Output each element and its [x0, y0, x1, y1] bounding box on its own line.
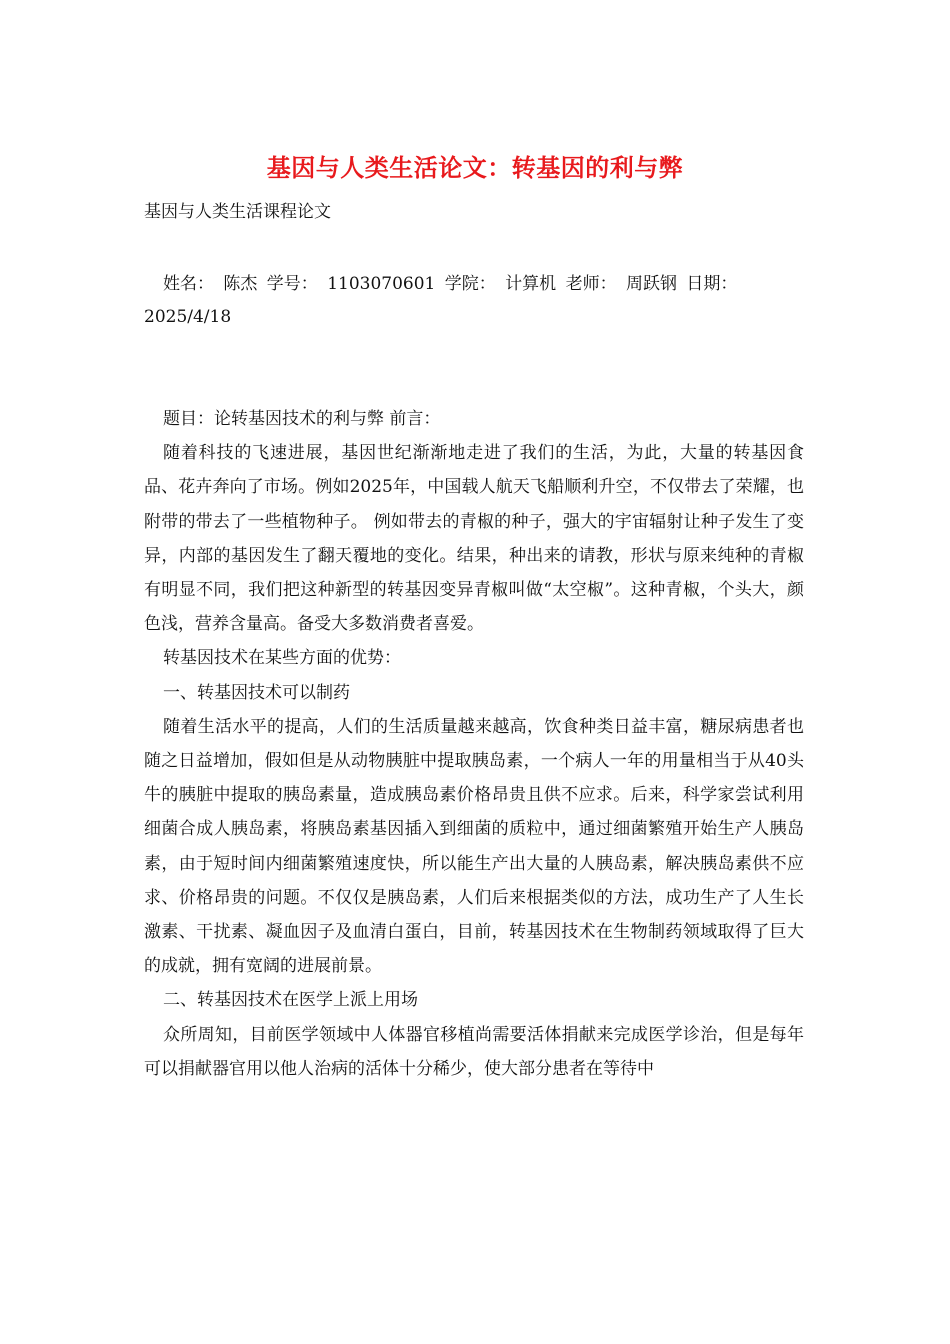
section-heading-1: 一、转基因技术可以制药 [163, 682, 350, 703]
intro-paragraph: 随着科技的飞速进展，基因世纪渐渐地走进了我们的生活，为此，大量的转基因食品、花卉奔向了市场。例如2025年，中国载人航天飞船顺利升空，不仅带去了荣耀，也附带的带去了一些植物种子。 例如带去的青椒的种子，强大的宇宙辐射让种子发生了变异，内部的基因发生了翻天覆地的变化。结果，种出来的请教，形状与原来纯种的青椒有明显不同，我们把这种新型的转基因变异青椒叫做“太空椒”。这种青椒，个头大，颜色浅，营养含量高。备受大多数消费者喜爱。 [144, 443, 804, 635]
body-text [144, 402, 804, 1086]
document-title: 基因与人类生活论文：转基因的利与弊 [266, 153, 684, 182]
topic-heading: 题目：论转基因技术的利与弊 前言： [163, 409, 441, 429]
advantages-heading: 转基因技术在某些方面的优势： [163, 648, 401, 669]
document-subtitle: 基因与人类生活课程论文 [144, 202, 331, 222]
section-paragraph-1: 随着生活水平的提高，人们的生活质量越来越高，饮食种类日益丰富，糖尿病患者也随之日益增加，假如但是从动物胰脏中提取胰岛素，一个病人一年的用量相当于从40头牛的胰脏中提取的胰岛素量，造成胰岛素价格昂贵且供不应求。后来，科学家尝试利用细菌合成人胰岛素，将胰岛素基因插入到细菌的质粒中，通过细菌繁殖开始生产人胰岛素，由于短时间内细菌繁殖速度快，所以能生产出大量的人胰岛素，解决胰岛素供不应求、价格昂贵的问题。不仅仅是胰岛素，人们后来根据类似的方法，成功生产了人生长激素、干扰素、凝血因子及血清白蛋白，目前，转基因技术在生物制药领域取得了巨大的成就，拥有宽阔的进展前景。 [144, 716, 804, 977]
section-paragraph-2: 众所周知，目前医学领域中人体器官移植尚需要活体捐献来完成医学诊治，但是每年可以捐献器官用以他人治病的活体十分稀少，使大部分患者在等待中 [144, 1024, 804, 1079]
author-info [144, 268, 804, 334]
section-heading-2: 二、转基因技术在医学上派上用场 [163, 990, 418, 1011]
date-line: 2025/4/18 [144, 307, 232, 327]
author-info-line: 姓名： 陈杰 学号： 1103070601 学院： 计算机 老师： 周跃钢 日期： [163, 274, 738, 294]
